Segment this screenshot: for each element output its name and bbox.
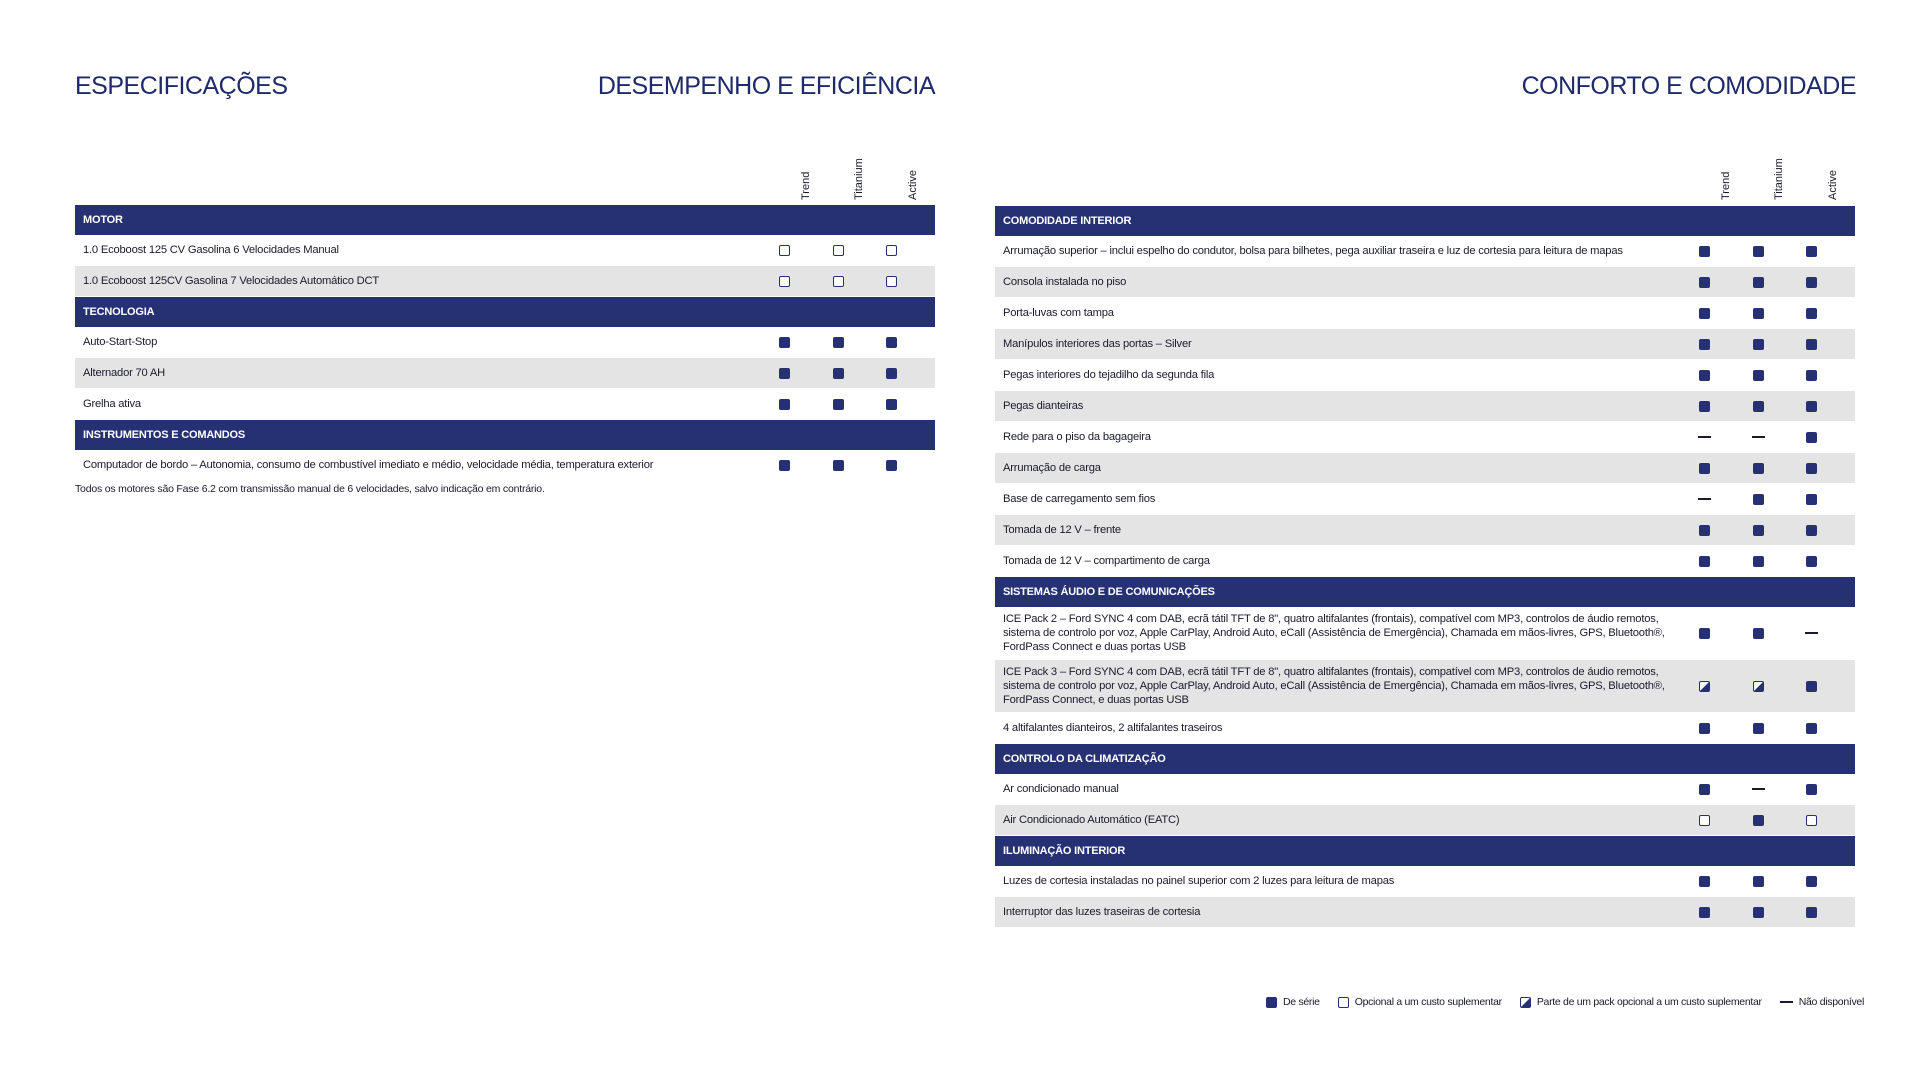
- feature-label: Grelha ativa: [75, 389, 758, 420]
- table-row: [995, 897, 1855, 928]
- specs-title: ESPECIFICAÇÕES: [75, 72, 288, 100]
- section-title: ILUMINAÇÃO INTERIOR: [995, 836, 1855, 867]
- section-title: MOTOR: [75, 205, 935, 235]
- feature-label: Pegas interiores do tejadilho da segunda fila: [995, 360, 1678, 391]
- col-head-trend: Trend: [800, 171, 812, 200]
- legend-optional: [1338, 996, 1502, 1008]
- standard-square-icon: [833, 337, 844, 348]
- standard-square-icon: [886, 399, 897, 410]
- availability-cell-trend: [758, 235, 812, 266]
- legend-not-available: [1780, 996, 1864, 1008]
- availability-cell-titanium: [1732, 360, 1785, 391]
- table-row: [995, 515, 1855, 546]
- not-available-dash-icon: [1752, 788, 1765, 790]
- feature-label: Tomada de 12 V – frente: [995, 515, 1678, 546]
- legend-standard: [1266, 996, 1320, 1008]
- availability-cell-titanium: [1732, 660, 1785, 713]
- row-padding: [919, 266, 935, 297]
- standard-square-icon: [1753, 246, 1764, 257]
- col-head-trend-right: Trend: [1720, 171, 1732, 200]
- feature-label: Base de carregamento sem fios: [995, 484, 1678, 515]
- feature-label: Ar condicionado manual: [995, 774, 1678, 805]
- standard-square-icon: [1806, 784, 1817, 795]
- availability-cell-trend: [1678, 453, 1732, 484]
- optional-square-icon: [779, 245, 790, 256]
- availability-cell-active: [1785, 713, 1839, 744]
- row-padding: [1839, 267, 1855, 298]
- availability-cell-trend: [1678, 422, 1732, 453]
- table-row: [995, 267, 1855, 298]
- availability-cell-trend: [1678, 805, 1732, 836]
- left-column-headers: [75, 140, 935, 200]
- availability-cell-active: [865, 358, 919, 389]
- table-row: [995, 484, 1855, 515]
- availability-cell-titanium: [1732, 422, 1785, 453]
- availability-cell-titanium: [1732, 713, 1785, 744]
- feature-label: Air Condicionado Automático (EATC): [995, 805, 1678, 836]
- standard-square-icon: [1753, 277, 1764, 288]
- row-padding: [1839, 391, 1855, 422]
- availability-cell-titanium: [1732, 607, 1785, 660]
- row-padding: [1839, 329, 1855, 360]
- standard-square-icon: [1753, 876, 1764, 887]
- legend-pack: [1520, 996, 1762, 1008]
- feature-label: Manípulos interiores das portas – Silver: [995, 329, 1678, 360]
- table-row: [995, 391, 1855, 422]
- optional-square-icon: [1699, 815, 1710, 826]
- availability-cell-active: [865, 389, 919, 420]
- availability-cell-titanium: [812, 327, 865, 358]
- optional-square-icon: [779, 276, 790, 287]
- standard-square-icon: [1753, 815, 1764, 826]
- standard-square-icon: [1806, 907, 1817, 918]
- availability-cell-trend: [1678, 897, 1732, 928]
- section-title: SISTEMAS ÁUDIO E DE COMUNICAÇÕES: [995, 577, 1855, 608]
- row-padding: [1839, 360, 1855, 391]
- standard-square-icon: [833, 399, 844, 410]
- availability-cell-titanium: [1732, 391, 1785, 422]
- section-header: [995, 577, 1855, 608]
- section-header: [75, 420, 935, 451]
- standard-square-icon: [1806, 723, 1817, 734]
- performance-title: DESEMPENHO E EFICIÊNCIA: [597, 72, 935, 100]
- standard-square-icon: [833, 460, 844, 471]
- availability-cell-trend: [1678, 774, 1732, 805]
- table-row: [995, 866, 1855, 897]
- availability-cell-trend: [758, 450, 812, 481]
- standard-square-icon: [1699, 525, 1710, 536]
- feature-label: 1.0 Ecoboost 125 CV Gasolina 6 Velocidades Manual: [75, 235, 758, 266]
- table-row: [75, 389, 935, 420]
- standard-square-icon: [1806, 463, 1817, 474]
- optional-square-icon: [886, 245, 897, 256]
- standard-square-icon: [1806, 556, 1817, 567]
- table-row: [995, 607, 1855, 660]
- feature-label: ICE Pack 2 – Ford SYNC 4 com DAB, ecrã tátil TFT de 8", quatro altifalantes (frontais), compatível com MP3, controlos de áudio remotos, sistema de controlo por voz, Apple CarPlay, Android Auto, eCall (Assistência de Emergência), Chamada em mãos-livres, GPS, Bluetooth®, FordPass Connect e duas portas USB: [995, 607, 1678, 660]
- availability-cell-trend: [1678, 607, 1732, 660]
- standard-square-icon: [1699, 401, 1710, 412]
- availability-cell-active: [1785, 329, 1839, 360]
- availability-cell-trend: [1678, 866, 1732, 897]
- standard-square-icon: [1699, 723, 1710, 734]
- col-head-titanium-right: Titanium: [1773, 158, 1785, 200]
- table-row: [75, 358, 935, 389]
- availability-cell-trend: [1678, 236, 1732, 267]
- availability-cell-active: [1785, 546, 1839, 577]
- row-padding: [1839, 897, 1855, 928]
- standard-square-icon: [1699, 339, 1710, 350]
- row-padding: [1839, 774, 1855, 805]
- table-row: [995, 805, 1855, 836]
- availability-cell-titanium: [1732, 236, 1785, 267]
- row-padding: [919, 450, 935, 481]
- availability-cell-trend: [1678, 515, 1732, 546]
- feature-label: Rede para o piso da bagageira: [995, 422, 1678, 453]
- legend-standard-label: De série: [1283, 996, 1320, 1008]
- availability-cell-active: [1785, 453, 1839, 484]
- col-head-active: Active: [907, 170, 919, 200]
- availability-cell-titanium: [1732, 453, 1785, 484]
- standard-square-icon: [779, 399, 790, 410]
- availability-cell-titanium: [1732, 298, 1785, 329]
- pack-square-icon: [1753, 681, 1764, 692]
- feature-label: Porta-luvas com tampa: [995, 298, 1678, 329]
- availability-cell-trend: [758, 389, 812, 420]
- standard-square-icon: [1806, 308, 1817, 319]
- legend-pack-label: Parte de um pack opcional a um custo suplementar: [1536, 996, 1762, 1008]
- section-header: [995, 744, 1855, 775]
- table-row: [995, 236, 1855, 267]
- availability-cell-titanium: [1732, 484, 1785, 515]
- standard-square-icon: [1753, 525, 1764, 536]
- availability-cell-titanium: [812, 389, 865, 420]
- standard-square-icon: [1699, 784, 1710, 795]
- availability-cell-active: [1785, 484, 1839, 515]
- row-padding: [919, 235, 935, 266]
- standard-square-icon: [1266, 997, 1277, 1008]
- table-row: [995, 660, 1855, 713]
- availability-cell-active: [1785, 298, 1839, 329]
- standard-square-icon: [1699, 463, 1710, 474]
- availability-cell-trend: [758, 358, 812, 389]
- table-row: [75, 235, 935, 266]
- availability-cell-titanium: [1732, 267, 1785, 298]
- pack-square-icon: [1520, 997, 1531, 1008]
- standard-square-icon: [779, 337, 790, 348]
- table-row: [995, 453, 1855, 484]
- standard-square-icon: [886, 368, 897, 379]
- feature-label: ICE Pack 3 – Ford SYNC 4 com DAB, ecrã tátil TFT de 8", quatro altifalantes (frontais), compatível com MP3, controlos de áudio remotos, sistema de controlo por voz, Apple CarPlay, Android Auto, eCall (Assistência de Emergência), Chamada em mãos-livres, GPS, Bluetooth®, FordPass Connect, e duas portas USB: [995, 660, 1678, 713]
- standard-square-icon: [1753, 494, 1764, 505]
- not-available-dash-icon: [1698, 436, 1711, 438]
- feature-label: Alternador 70 AH: [75, 358, 758, 389]
- standard-square-icon: [1806, 432, 1817, 443]
- section-title: INSTRUMENTOS E COMANDOS: [75, 420, 935, 451]
- optional-square-icon: [833, 245, 844, 256]
- standard-square-icon: [1806, 681, 1817, 692]
- standard-square-icon: [833, 368, 844, 379]
- standard-square-icon: [1699, 876, 1710, 887]
- feature-label: Arrumação de carga: [995, 453, 1678, 484]
- table-row: [995, 774, 1855, 805]
- standard-square-icon: [1806, 277, 1817, 288]
- feature-label: Auto-Start-Stop: [75, 327, 758, 358]
- table-row: [995, 422, 1855, 453]
- row-padding: [1839, 660, 1855, 713]
- standard-square-icon: [779, 368, 790, 379]
- right-spec-panel: [995, 206, 1855, 928]
- standard-square-icon: [1699, 370, 1710, 381]
- standard-square-icon: [1753, 370, 1764, 381]
- row-padding: [1839, 298, 1855, 329]
- row-padding: [1839, 236, 1855, 267]
- availability-cell-titanium: [1732, 515, 1785, 546]
- table-row: [995, 713, 1855, 744]
- availability-cell-trend: [758, 266, 812, 297]
- optional-square-icon: [833, 276, 844, 287]
- not-available-dash-icon: [1752, 436, 1765, 438]
- availability-cell-active: [865, 235, 919, 266]
- availability-cell-trend: [1678, 360, 1732, 391]
- row-padding: [1839, 607, 1855, 660]
- availability-cell-titanium: [812, 235, 865, 266]
- standard-square-icon: [1806, 876, 1817, 887]
- availability-cell-trend: [1678, 546, 1732, 577]
- standard-square-icon: [1699, 628, 1710, 639]
- standard-square-icon: [1806, 246, 1817, 257]
- standard-square-icon: [1753, 308, 1764, 319]
- legend-not-available-label: Não disponível: [1798, 996, 1864, 1008]
- left-spec-panel: [75, 205, 935, 495]
- availability-cell-active: [865, 266, 919, 297]
- availability-cell-trend: [1678, 391, 1732, 422]
- availability-cell-active: [1785, 515, 1839, 546]
- availability-cell-trend: [1678, 660, 1732, 713]
- row-padding: [919, 327, 935, 358]
- table-row: [995, 360, 1855, 391]
- availability-cell-active: [1785, 866, 1839, 897]
- row-padding: [1839, 484, 1855, 515]
- table-row: [995, 298, 1855, 329]
- availability-cell-titanium: [1732, 329, 1785, 360]
- availability-cell-active: [1785, 422, 1839, 453]
- section-header: [995, 206, 1855, 236]
- availability-cell-titanium: [1732, 897, 1785, 928]
- section-header: [75, 205, 935, 235]
- availability-cell-active: [1785, 805, 1839, 836]
- availability-cell-trend: [1678, 713, 1732, 744]
- row-padding: [1839, 866, 1855, 897]
- availability-cell-titanium: [1732, 774, 1785, 805]
- table-row: [75, 450, 935, 481]
- col-head-titanium: Titanium: [853, 158, 865, 200]
- availability-cell-titanium: [812, 266, 865, 297]
- feature-label: Luzes de cortesia instaladas no painel superior com 2 luzes para leitura de mapas: [995, 866, 1678, 897]
- standard-square-icon: [1806, 494, 1817, 505]
- availability-cell-trend: [758, 327, 812, 358]
- section-title: COMODIDADE INTERIOR: [995, 206, 1855, 236]
- standard-square-icon: [1806, 370, 1817, 381]
- standard-square-icon: [1806, 339, 1817, 350]
- dash-icon: [1780, 1001, 1793, 1003]
- table-row: [995, 329, 1855, 360]
- feature-label: Arrumação superior – inclui espelho do condutor, bolsa para bilhetes, pega auxiliar traseira e luz de cortesia para leitura de mapas: [995, 236, 1678, 267]
- row-padding: [1839, 515, 1855, 546]
- standard-square-icon: [1699, 907, 1710, 918]
- standard-square-icon: [1753, 401, 1764, 412]
- left-spec-table: [75, 205, 935, 481]
- section-title: CONTROLO DA CLIMATIZAÇÃO: [995, 744, 1855, 775]
- availability-cell-trend: [1678, 329, 1732, 360]
- section-header: [75, 297, 935, 328]
- row-padding: [919, 358, 935, 389]
- standard-square-icon: [1753, 628, 1764, 639]
- standard-square-icon: [1753, 463, 1764, 474]
- comfort-title: CONFORTO E COMODIDADE: [1521, 72, 1856, 100]
- standard-square-icon: [886, 337, 897, 348]
- pack-square-icon: [1699, 681, 1710, 692]
- not-available-dash-icon: [1698, 498, 1711, 500]
- optional-square-icon: [1338, 997, 1349, 1008]
- availability-cell-active: [1785, 391, 1839, 422]
- standard-square-icon: [779, 460, 790, 471]
- availability-cell-titanium: [812, 358, 865, 389]
- availability-cell-titanium: [1732, 866, 1785, 897]
- standard-square-icon: [1806, 525, 1817, 536]
- feature-label: 1.0 Ecoboost 125CV Gasolina 7 Velocidades Automático DCT: [75, 266, 758, 297]
- legend: [1266, 996, 1864, 1008]
- feature-label: 4 altifalantes dianteiros, 2 altifalantes traseiros: [995, 713, 1678, 744]
- availability-cell-titanium: [812, 450, 865, 481]
- row-padding: [1839, 546, 1855, 577]
- standard-square-icon: [1806, 401, 1817, 412]
- right-column-headers: [995, 140, 1855, 200]
- availability-cell-active: [1785, 774, 1839, 805]
- availability-cell-active: [1785, 897, 1839, 928]
- availability-cell-trend: [1678, 298, 1732, 329]
- engine-footnote: Todos os motores são Fase 6.2 com transmissão manual de 6 velocidades, salvo indicação em contrário.: [75, 483, 545, 495]
- availability-cell-active: [1785, 660, 1839, 713]
- availability-cell-active: [1785, 607, 1839, 660]
- availability-cell-trend: [1678, 267, 1732, 298]
- section-title: TECNOLOGIA: [75, 297, 935, 328]
- feature-label: Tomada de 12 V – compartimento de carga: [995, 546, 1678, 577]
- standard-square-icon: [1699, 308, 1710, 319]
- not-available-dash-icon: [1805, 632, 1818, 634]
- table-row: [995, 546, 1855, 577]
- availability-cell-titanium: [1732, 546, 1785, 577]
- standard-square-icon: [1753, 339, 1764, 350]
- feature-label: Consola instalada no piso: [995, 267, 1678, 298]
- standard-square-icon: [886, 460, 897, 471]
- optional-square-icon: [886, 276, 897, 287]
- availability-cell-active: [1785, 267, 1839, 298]
- feature-label: Computador de bordo – Autonomia, consumo de combustível imediato e médio, velocidade média, temperatura exterior: [75, 450, 758, 481]
- standard-square-icon: [1699, 556, 1710, 567]
- optional-square-icon: [1806, 815, 1817, 826]
- availability-cell-active: [1785, 236, 1839, 267]
- row-padding: [1839, 713, 1855, 744]
- row-padding: [919, 389, 935, 420]
- feature-label: Pegas dianteiras: [995, 391, 1678, 422]
- standard-square-icon: [1753, 556, 1764, 567]
- availability-cell-trend: [1678, 484, 1732, 515]
- availability-cell-active: [865, 327, 919, 358]
- section-header: [995, 836, 1855, 867]
- row-padding: [1839, 805, 1855, 836]
- feature-label: Interruptor das luzes traseiras de cortesia: [995, 897, 1678, 928]
- right-spec-table: [995, 206, 1855, 928]
- standard-square-icon: [1699, 246, 1710, 257]
- table-row: [75, 327, 935, 358]
- availability-cell-active: [865, 450, 919, 481]
- col-head-active-right: Active: [1827, 170, 1839, 200]
- availability-cell-active: [1785, 360, 1839, 391]
- standard-square-icon: [1753, 907, 1764, 918]
- legend-optional-label: Opcional a um custo suplementar: [1354, 996, 1502, 1008]
- row-padding: [1839, 422, 1855, 453]
- availability-cell-titanium: [1732, 805, 1785, 836]
- standard-square-icon: [1753, 723, 1764, 734]
- standard-square-icon: [1699, 277, 1710, 288]
- table-row: [75, 266, 935, 297]
- row-padding: [1839, 453, 1855, 484]
